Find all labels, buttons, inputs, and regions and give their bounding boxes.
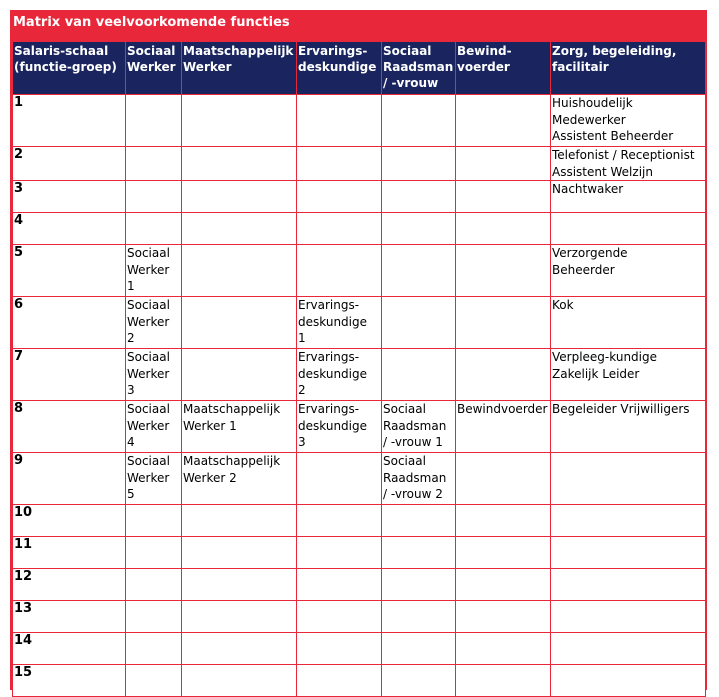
matrix-cell: [382, 569, 456, 601]
cell-text-line: Sociaal: [127, 454, 170, 468]
matrix-cell: [551, 569, 706, 601]
matrix-cell: [456, 147, 551, 181]
matrix-cell: [126, 453, 182, 505]
cell-text-line: Sociaal: [127, 298, 170, 312]
cell-text-line: Begeleider Vrijwilligers: [552, 402, 690, 416]
cell-text-line: / -vrouw 2: [383, 487, 443, 501]
cell-text-line: Werker 2: [183, 470, 237, 485]
matrix-cell: [456, 181, 551, 213]
matrix-cell: [551, 245, 706, 297]
matrix-cell: [126, 95, 182, 147]
salary-scale-cell: 6: [13, 297, 126, 349]
salary-scale-cell: 7: [13, 349, 126, 401]
matrix-cell: [456, 245, 551, 297]
salary-scale-cell: 13: [13, 601, 126, 633]
cell-text-line: Beheerder: [552, 262, 615, 277]
matrix-cell: [551, 213, 706, 245]
matrix-cell: [456, 601, 551, 633]
matrix-cell: [297, 213, 382, 245]
salary-scale-cell: 10: [13, 505, 126, 537]
matrix-cell: [456, 537, 551, 569]
cell-text-line: Werker 1: [183, 418, 237, 433]
matrix-cell: [182, 537, 297, 569]
table-row: [13, 601, 706, 633]
matrix-cell: [382, 633, 456, 665]
cell-text-line: Sociaal: [127, 402, 170, 416]
cell-text-line: Verpleeg-kundige: [552, 350, 657, 364]
cell-text-line: Werker: [127, 470, 170, 485]
matrix-cell: [297, 147, 382, 181]
matrix-cell: [297, 601, 382, 633]
matrix-cell: [456, 349, 551, 401]
matrix-cell: [182, 453, 297, 505]
cell-text-line: Sociaal: [127, 350, 170, 364]
salary-scale-cell: 11: [13, 537, 126, 569]
matrix-cell: [182, 633, 297, 665]
cell-text-line: Assistent Welzijn: [552, 164, 653, 179]
cell-text-line: Telefonist / Receptionist: [552, 148, 695, 162]
matrix-cell: [297, 349, 382, 401]
salary-scale-cell: 12: [13, 569, 126, 601]
cell-text-line: 4: [127, 435, 135, 449]
table-row: [13, 181, 706, 213]
salary-scale-cell: 1: [13, 95, 126, 147]
matrix-cell: [126, 147, 182, 181]
matrix-cell: [456, 297, 551, 349]
salary-scale-cell: 4: [13, 213, 126, 245]
cell-text-line: Sociaal: [383, 402, 426, 416]
matrix-cell: [551, 297, 706, 349]
matrix-cell: [126, 633, 182, 665]
salary-scale-cell: 5: [13, 245, 126, 297]
matrix-cell: [182, 297, 297, 349]
matrix-cell: [382, 453, 456, 505]
matrix-cell: [551, 505, 706, 537]
salary-scale-cell: 8: [13, 401, 126, 453]
matrix-frame: [10, 10, 707, 690]
table-row: [13, 147, 706, 181]
matrix-cell: [382, 401, 456, 453]
matrix-cell: [382, 147, 456, 181]
matrix-cell: [382, 601, 456, 633]
matrix-cell: [382, 95, 456, 147]
matrix-cell: [297, 569, 382, 601]
salary-scale-cell: 15: [13, 665, 126, 697]
matrix-cell: [297, 665, 382, 697]
matrix-cell: [297, 297, 382, 349]
matrix-cell: [126, 601, 182, 633]
cell-text-line: Werker: [127, 366, 170, 381]
matrix-cell: [456, 453, 551, 505]
matrix-cell: [126, 297, 182, 349]
matrix-cell: [456, 633, 551, 665]
matrix-cell: [126, 349, 182, 401]
matrix-cell: [182, 665, 297, 697]
cell-text-line: Zakelijk Leider: [552, 366, 640, 381]
table-row: [13, 633, 706, 665]
cell-text-line: Huishoudelijk: [552, 96, 633, 110]
matrix-cell: [297, 537, 382, 569]
matrix-cell: [297, 453, 382, 505]
matrix-cell: [182, 505, 297, 537]
cell-text-line: Nachtwaker: [552, 182, 624, 196]
column-header-bewindvoerder: Bewind- voerder: [456, 42, 551, 95]
matrix-cell: [551, 601, 706, 633]
cell-text-line: deskundige: [298, 418, 367, 433]
matrix-cell: [126, 245, 182, 297]
matrix-cell: [126, 213, 182, 245]
matrix-cell: [182, 213, 297, 245]
cell-text-line: 2: [127, 331, 135, 345]
matrix-cell: [456, 95, 551, 147]
table-row: [13, 349, 706, 401]
cell-text-line: Bewindvoerder: [457, 402, 548, 416]
matrix-cell: [126, 665, 182, 697]
cell-text-line: Medewerker: [552, 112, 626, 127]
matrix-cell: [551, 181, 706, 213]
matrix-cell: [182, 601, 297, 633]
matrix-cell: [182, 147, 297, 181]
table-row: [13, 95, 706, 147]
table-row: [13, 569, 706, 601]
cell-text-line: Verzorgende: [552, 246, 628, 260]
matrix-cell: [456, 505, 551, 537]
matrix-cell: [382, 349, 456, 401]
matrix-cell: [382, 297, 456, 349]
matrix-cell: [182, 95, 297, 147]
matrix-cell: [182, 401, 297, 453]
matrix-cell: [551, 665, 706, 697]
matrix-cell: [456, 569, 551, 601]
matrix-cell: [297, 401, 382, 453]
column-header-maatschappelijk-werker: Maatschappelijk Werker: [182, 42, 297, 95]
cell-text-line: 1: [127, 279, 135, 293]
matrix-cell: [182, 569, 297, 601]
table-row: [13, 665, 706, 697]
table-row: [13, 297, 706, 349]
matrix-cell: [456, 665, 551, 697]
matrix-cell: [297, 181, 382, 213]
matrix-cell: [297, 505, 382, 537]
function-matrix-table: [12, 41, 706, 697]
header-row: [13, 42, 706, 95]
cell-text-line: 5: [127, 487, 135, 501]
cell-text-line: 3: [127, 383, 135, 397]
matrix-cell: [551, 453, 706, 505]
cell-text-line: Ervarings-: [298, 350, 360, 364]
table-row: [13, 453, 706, 505]
salary-scale-cell: 14: [13, 633, 126, 665]
matrix-cell: [551, 147, 706, 181]
table-row: [13, 245, 706, 297]
cell-text-line: Raadsman: [383, 470, 447, 485]
cell-text-line: Maatschappelijk: [183, 454, 281, 468]
matrix-cell: [551, 633, 706, 665]
table-row: [13, 537, 706, 569]
table-row: [13, 213, 706, 245]
table-row: [13, 505, 706, 537]
matrix-cell: [551, 95, 706, 147]
matrix-cell: [126, 401, 182, 453]
cell-text-line: Sociaal: [383, 454, 426, 468]
matrix-cell: [551, 537, 706, 569]
matrix-cell: [456, 401, 551, 453]
salary-scale-cell: 9: [13, 453, 126, 505]
cell-text-line: deskundige: [298, 366, 367, 381]
cell-text-line: Sociaal: [127, 246, 170, 260]
salary-scale-cell: 3: [13, 181, 126, 213]
cell-text-line: Maatschappelijk: [183, 402, 281, 416]
salary-scale-cell: 2: [13, 147, 126, 181]
matrix-cell: [551, 401, 706, 453]
matrix-cell: [382, 181, 456, 213]
matrix-cell: [182, 349, 297, 401]
matrix-cell: [456, 213, 551, 245]
matrix-cell: [126, 505, 182, 537]
column-header-salary-scale: Salaris-schaal (functie-groep): [13, 42, 126, 95]
page-title: Matrix van veelvoorkomende functies: [13, 15, 290, 30]
matrix-cell: [551, 349, 706, 401]
cell-text-line: 3: [298, 435, 306, 449]
matrix-cell: [382, 505, 456, 537]
cell-text-line: Werker: [127, 314, 170, 329]
cell-text-line: Raadsman: [383, 418, 447, 433]
matrix-cell: [382, 537, 456, 569]
matrix-cell: [382, 213, 456, 245]
column-header-sociaal-raadsman: Sociaal Raadsman / -vrouw: [382, 42, 456, 95]
matrix-cell: [382, 665, 456, 697]
matrix-cell: [182, 245, 297, 297]
column-header-zorg: Zorg, begeleiding, facilitair: [551, 42, 706, 95]
cell-text-line: Werker: [127, 418, 170, 433]
cell-text-line: 1: [298, 331, 306, 345]
cell-text-line: Ervarings-: [298, 402, 360, 416]
cell-text-line: Assistent Beheerder: [552, 129, 674, 143]
cell-text-line: Werker: [127, 262, 170, 277]
cell-text-line: 2: [298, 383, 306, 397]
matrix-cell: [126, 181, 182, 213]
cell-text-line: deskundige: [298, 314, 367, 329]
cell-text-line: / -vrouw 1: [383, 435, 443, 449]
matrix-cell: [297, 633, 382, 665]
matrix-cell: [297, 245, 382, 297]
matrix-cell: [182, 181, 297, 213]
column-header-ervaringsdeskundige: Ervarings- deskundige: [297, 42, 382, 95]
matrix-cell: [382, 245, 456, 297]
matrix-cell: [297, 95, 382, 147]
table-row: [13, 401, 706, 453]
matrix-cell: [126, 537, 182, 569]
cell-text-line: Ervarings-: [298, 298, 360, 312]
matrix-cell: [126, 569, 182, 601]
cell-text-line: Kok: [552, 298, 574, 312]
column-header-social-worker: Sociaal Werker: [126, 42, 182, 95]
